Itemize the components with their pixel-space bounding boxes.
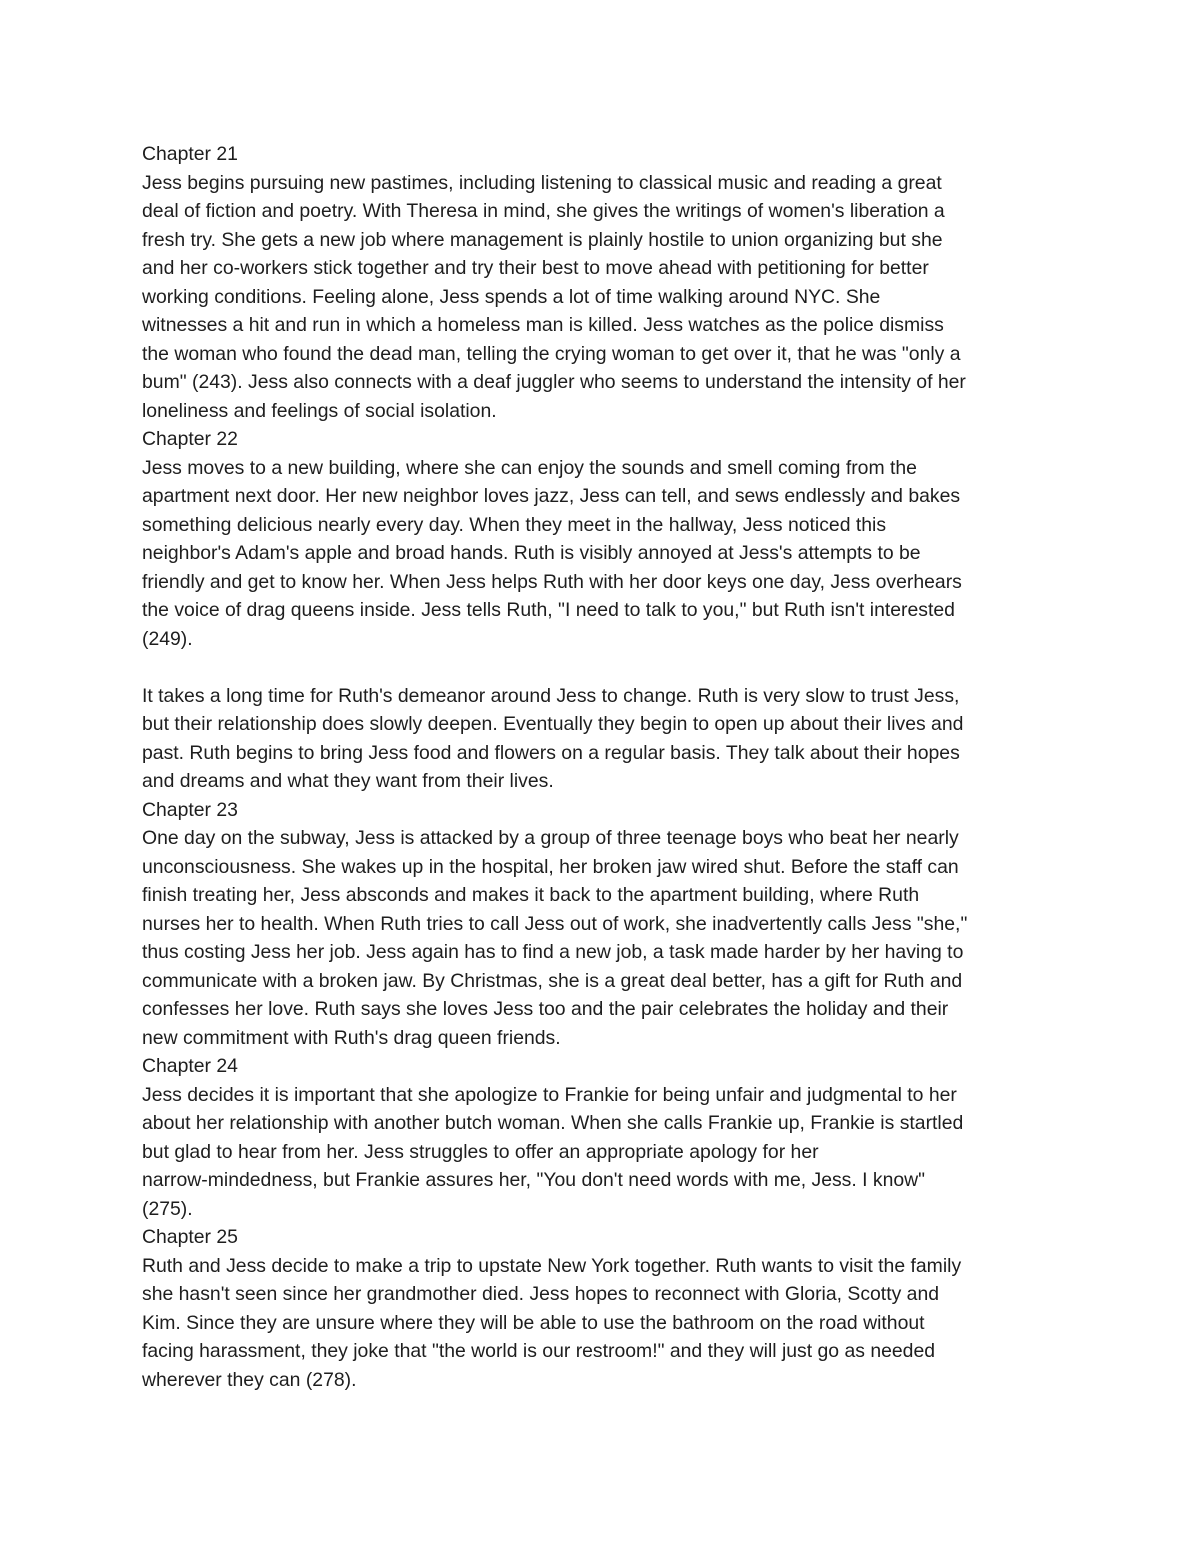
chapter-heading: Chapter 22 [142, 428, 238, 450]
text-line: something delicious nearly every day. When they meet in the hallway, Jess noticed this [142, 513, 887, 536]
text-line: she hasn't seen since her grandmother died. Jess hopes to reconnect with Gloria, Scotty and [142, 1283, 940, 1305]
text-line: Jess decides it is important that she apologize to Frankie for being unfair and judgmental to her [142, 1083, 957, 1106]
text-line: past. Ruth begins to bring Jess food and flowers on a regular basis. They talk about their hopes [142, 741, 960, 764]
chapter-heading: Chapter 23 [142, 798, 238, 821]
text-line: loneliness and feelings of social isolation. [142, 399, 497, 422]
text-line: thus costing Jess her job. Jess again has to find a new job, a task made harder by her having to [142, 941, 964, 963]
text-line: communicate with a broken jaw. By Christmas, she is a great deal better, has a gift for Ruth and [142, 969, 963, 992]
text-line: confesses her love. Ruth says she loves Jess too and the pair celebrates the holiday and their [142, 998, 949, 1020]
text-line: fresh try. She gets a new job where management is plainly hostile to union organizing but she [142, 228, 943, 251]
text-line: Jess moves to a new building, where she can enjoy the sounds and smell coming from the [142, 456, 917, 479]
text-line: bum" (243). Jess also connects with a deaf juggler who seems to understand the intensity of her [142, 371, 966, 393]
text-line: nurses her to health. When Ruth tries to call Jess out of work, she inadvertently calls Jess "she," [142, 912, 968, 935]
text-line: Jess begins pursuing new pastimes, including listening to classical music and reading a great [142, 171, 942, 194]
text-line: the voice of drag queens inside. Jess tells Ruth, "I need to talk to you," but Ruth isn't interested [142, 599, 955, 621]
text-line: witnesses a hit and run in which a homeless man is killed. Jess watches as the police dismiss [142, 314, 944, 336]
text-line: but their relationship does slowly deepen. Eventually they begin to open up about their lives and [142, 713, 964, 735]
text-line: (249). [142, 627, 193, 650]
text-line: Ruth and Jess decide to make a trip to upstate New York together. Ruth wants to visit the family [142, 1254, 962, 1277]
text-line: friendly and get to know her. When Jess helps Ruth with her door keys one day, Jess overhears [142, 570, 962, 593]
text-line: narrow-mindedness, but Frankie assures her, "You don't need words with me, Jess. I know" [142, 1169, 926, 1191]
text-line: wherever they can (278). [142, 1368, 357, 1391]
text-line: the woman who found the dead man, telling the crying woman to get over it, that he was "only a [142, 342, 961, 365]
text-line: One day on the subway, Jess is attacked by a group of three teenage boys who beat her nearly [142, 827, 959, 849]
text-line: apartment next door. Her new neighbor loves jazz, Jess can tell, and sews endlessly and bakes [142, 485, 961, 507]
text-line: and dreams and what they want from their lives. [142, 770, 554, 792]
document-page [142, 140, 1072, 1394]
text-line: and her co-workers stick together and try their best to move ahead with petitioning for better [142, 257, 929, 279]
blank-line [142, 653, 1072, 682]
text-line: new commitment with Ruth's drag queen friends. [142, 1026, 561, 1049]
text-line: working conditions. Feeling alone, Jess spends a lot of time walking around NYC. She [142, 285, 881, 308]
text-line: about her relationship with another butch woman. When she calls Frankie up, Frankie is startled [142, 1112, 964, 1134]
chapter-heading: Chapter 24 [142, 1055, 238, 1077]
chapter-heading: Chapter 25 [142, 1226, 238, 1248]
chapter-heading: Chapter 21 [142, 143, 238, 165]
text-line: (275). [142, 1197, 193, 1220]
text-line: finish treating her, Jess absconds and makes it back to the apartment building, where Ruth [142, 884, 920, 906]
text-line: facing harassment, they joke that "the world is our restroom!" and they will just go as needed [142, 1340, 936, 1362]
text-line: Kim. Since they are unsure where they will be able to use the bathroom on the road without [142, 1311, 925, 1334]
text-line: deal of fiction and poetry. With Theresa in mind, she gives the writings of women's liberation a [142, 200, 945, 222]
text-line: unconsciousness. She wakes up in the hospital, her broken jaw wired shut. Before the staff can [142, 855, 959, 878]
text-line: neighbor's Adam's apple and broad hands. Ruth is visibly annoyed at Jess's attempts to be [142, 542, 921, 564]
text-line: but glad to hear from her. Jess struggles to offer an appropriate apology for her [142, 1140, 819, 1163]
text-line: It takes a long time for Ruth's demeanor around Jess to change. Ruth is very slow to trust Jess, [142, 684, 960, 707]
